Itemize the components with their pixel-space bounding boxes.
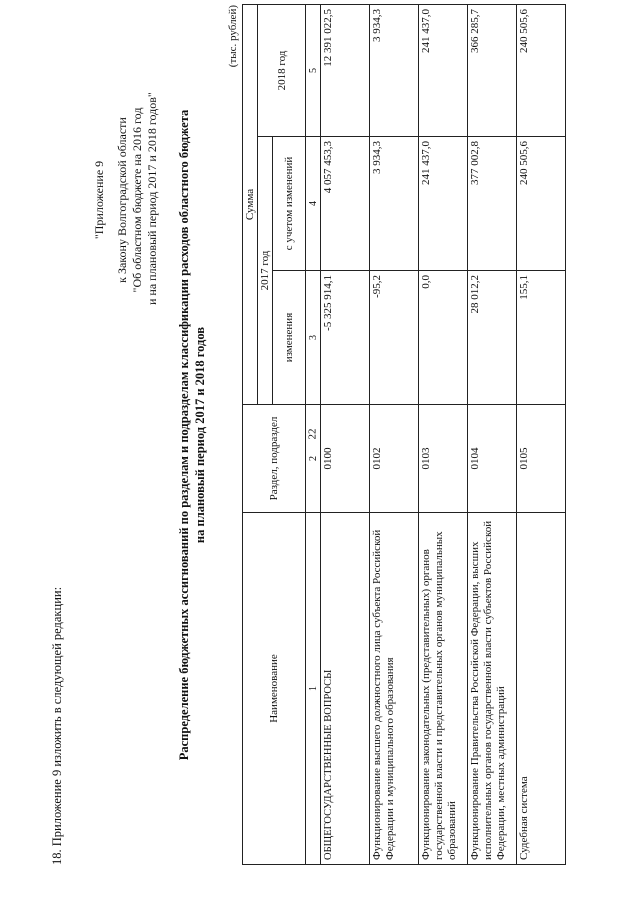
header-section-code: Раздел, подраздел xyxy=(243,405,306,513)
row-year-2018: 3 934,3 xyxy=(370,4,419,136)
header-sum: Сумма xyxy=(243,4,258,404)
table-row xyxy=(321,4,370,864)
table-row xyxy=(419,4,468,864)
row-year-2018: 240 505,6 xyxy=(517,4,566,136)
row-changes: 0,0 xyxy=(419,271,468,405)
row-code: 0103 xyxy=(419,405,468,513)
row-changes: -5 325 914,1 xyxy=(321,271,370,405)
appendix-line: к Закону Волгоградской области xyxy=(115,117,129,283)
row-code: 0100 xyxy=(321,405,370,513)
appendix-line: "Об областном бюджете на 2016 год xyxy=(130,107,144,293)
row-changes: 28 012,2 xyxy=(468,271,517,405)
row-with-changes: 240 505,6 xyxy=(517,137,566,271)
column-number: 5 xyxy=(306,4,321,136)
header-name: Наименование xyxy=(243,513,306,865)
table-row xyxy=(468,4,517,864)
row-name: Функционирование высшего должностного лица субъекта Российской Федерации и муниципального образования xyxy=(370,513,419,865)
row-with-changes: 4 057 453,3 xyxy=(321,137,370,271)
appendix-header xyxy=(92,92,160,305)
column-number: 4 xyxy=(306,137,321,271)
document-title xyxy=(176,5,208,865)
appendix-line: и на плановый период 2017 и 2018 годов" xyxy=(145,92,159,305)
row-name: Судебная система xyxy=(517,513,566,865)
page-number: 22 xyxy=(306,428,319,440)
header-changes: изменения xyxy=(273,271,306,405)
row-year-2018: 12 391 022,5 xyxy=(321,4,370,136)
row-year-2018: 366 285,7 xyxy=(468,4,517,136)
column-number: 1 xyxy=(306,513,321,865)
table-row xyxy=(517,4,566,864)
row-with-changes: 241 437,0 xyxy=(419,137,468,271)
row-with-changes: 377 002,8 xyxy=(468,137,517,271)
row-changes: -95,2 xyxy=(370,271,419,405)
column-number: 2 xyxy=(306,405,321,513)
row-year-2018: 241 437,0 xyxy=(419,4,468,136)
row-name: ОБЩЕГОСУДАРСТВЕННЫЕ ВОПРОСЫ xyxy=(321,513,370,865)
row-code: 0102 xyxy=(370,405,419,513)
header-with-changes: с учетом изменений xyxy=(273,137,306,271)
title-line: Распределение бюджетных ассигнований по разделам и подразделам классификации расходов областного бюджета xyxy=(177,109,191,761)
row-name: Функционирование Правительства Российской Федерации, высших исполнительных органов государственной власти субъектов Российской Федерации, местных администраций xyxy=(468,513,517,865)
header-year-2017: 2017 год xyxy=(258,137,273,405)
table-row xyxy=(370,4,419,864)
row-code: 0105 xyxy=(517,405,566,513)
column-number: 3 xyxy=(306,271,321,405)
header-year-2018: 2018 год xyxy=(258,4,306,136)
units-label: (тыс. рублей) xyxy=(227,5,239,68)
title-line: на плановый период 2017 и 2018 годов xyxy=(193,326,207,544)
row-name: Функционирование законодательных (представительных) органов государственной власти и представительных органов муниципальных образований xyxy=(419,513,468,865)
amendment-intro-text: 18. Приложение 9 изложить в следующей редакции: xyxy=(50,586,64,865)
row-code: 0104 xyxy=(468,405,517,513)
row-changes: 155,1 xyxy=(517,271,566,405)
rotated-document-sheet xyxy=(50,5,630,865)
row-with-changes: 3 934,3 xyxy=(370,137,419,271)
appendix-label: "Приложение 9 xyxy=(92,160,106,240)
budget-table xyxy=(242,4,566,865)
